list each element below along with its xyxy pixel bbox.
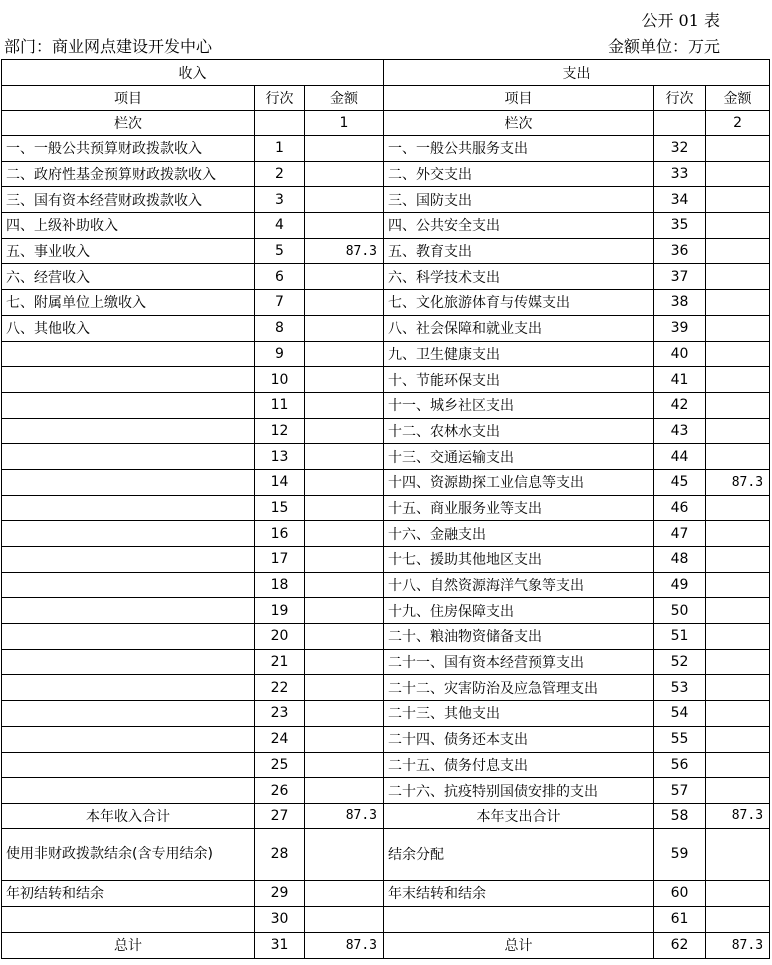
income-line-cell: 21 — [255, 649, 305, 675]
expense-amount-header: 金额 — [706, 86, 770, 111]
expense-item-cell: 结余分配 — [384, 828, 654, 880]
expense-amount-cell — [706, 290, 770, 316]
expense-item-cell: 六、科学技术支出 — [384, 264, 654, 290]
income-amount-cell — [305, 572, 384, 598]
expense-lanci-number: 2 — [706, 111, 770, 136]
income-item-cell: 总计 — [2, 932, 255, 958]
income-line-cell: 31 — [255, 932, 305, 958]
income-lanci-blank — [255, 111, 305, 136]
expense-line-cell: 40 — [654, 341, 706, 367]
expense-item-cell: 二十六、抗疫特别国债安排的支出 — [384, 778, 654, 804]
expense-amount-cell — [706, 649, 770, 675]
expense-item-cell: 十八、自然资源海洋气象等支出 — [384, 572, 654, 598]
income-amount-cell — [305, 828, 384, 880]
income-item-cell — [2, 495, 255, 521]
expense-item-cell: 年末结转和结余 — [384, 880, 654, 906]
income-lanci-number: 1 — [305, 111, 384, 136]
income-amount-cell — [305, 392, 384, 418]
expense-amount-cell — [706, 778, 770, 804]
income-item-cell: 五、事业收入 — [2, 238, 255, 264]
expense-amount-cell — [706, 828, 770, 880]
income-line-cell: 14 — [255, 469, 305, 495]
table-row — [2, 521, 770, 547]
expense-item-cell: 九、卫生健康支出 — [384, 341, 654, 367]
income-line-cell: 5 — [255, 238, 305, 264]
table-row — [2, 136, 770, 162]
income-amount-cell — [305, 444, 384, 470]
expense-amount-cell — [706, 880, 770, 906]
income-line-cell: 12 — [255, 418, 305, 444]
expense-line-cell: 48 — [654, 547, 706, 573]
income-lanci-label: 栏次 — [2, 111, 255, 136]
lanci-row — [2, 111, 770, 136]
income-item-cell: 使用非财政拨款结余(含专用结余) — [2, 828, 255, 880]
income-amount-cell — [305, 649, 384, 675]
expense-amount-cell: 87.3 — [706, 932, 770, 958]
table-row — [2, 469, 770, 495]
income-line-header: 行次 — [255, 86, 305, 111]
income-amount-cell — [305, 213, 384, 239]
expense-line-cell: 35 — [654, 213, 706, 239]
expense-amount-cell — [706, 136, 770, 162]
income-amount-cell — [305, 290, 384, 316]
expense-amount-cell — [706, 675, 770, 701]
income-amount-cell — [305, 752, 384, 778]
expense-line-cell: 42 — [654, 392, 706, 418]
expense-item-cell: 二十三、其他支出 — [384, 701, 654, 727]
income-item-cell: 一、一般公共预算财政拨款收入 — [2, 136, 255, 162]
expense-amount-cell — [706, 906, 770, 932]
income-item-cell — [2, 778, 255, 804]
expense-line-cell: 46 — [654, 495, 706, 521]
expense-line-cell: 37 — [654, 264, 706, 290]
income-amount-cell — [305, 264, 384, 290]
table-row — [2, 572, 770, 598]
section-header-row — [2, 60, 770, 86]
expense-line-cell: 61 — [654, 906, 706, 932]
expense-line-cell: 54 — [654, 701, 706, 727]
income-amount-cell — [305, 675, 384, 701]
expense-item-cell: 十三、交通运输支出 — [384, 444, 654, 470]
expense-amount-cell — [706, 418, 770, 444]
income-item-cell — [2, 701, 255, 727]
blank-row — [2, 906, 770, 932]
expense-amount-cell — [706, 264, 770, 290]
income-amount-cell — [305, 341, 384, 367]
expense-amount-cell — [706, 701, 770, 727]
expense-lanci-label: 栏次 — [384, 111, 654, 136]
income-amount-cell — [305, 701, 384, 727]
expense-line-cell: 41 — [654, 367, 706, 393]
income-amount-cell — [305, 547, 384, 573]
income-line-cell: 4 — [255, 213, 305, 239]
expense-item-cell: 三、国防支出 — [384, 187, 654, 213]
expense-line-cell: 49 — [654, 572, 706, 598]
income-item-cell — [2, 906, 255, 932]
expense-item-cell: 十一、城乡社区支出 — [384, 392, 654, 418]
income-line-cell: 22 — [255, 675, 305, 701]
expense-amount-cell — [706, 598, 770, 624]
income-item-cell — [2, 367, 255, 393]
balance-use-row — [2, 828, 770, 880]
department-label: 部门：商业网点建设开发中心 — [4, 37, 213, 56]
expense-line-cell: 55 — [654, 726, 706, 752]
income-item-cell — [2, 752, 255, 778]
expense-item-cell — [384, 906, 654, 932]
income-line-cell: 10 — [255, 367, 305, 393]
income-item-header: 项目 — [2, 86, 255, 111]
table-row — [2, 161, 770, 187]
expense-item-cell: 十、节能环保支出 — [384, 367, 654, 393]
expense-line-cell: 45 — [654, 469, 706, 495]
table-row — [2, 624, 770, 650]
expense-line-cell: 38 — [654, 290, 706, 316]
expense-amount-cell — [706, 572, 770, 598]
total-row — [2, 932, 770, 958]
income-item-cell — [2, 444, 255, 470]
expense-item-cell: 十二、农林水支出 — [384, 418, 654, 444]
income-line-cell: 11 — [255, 392, 305, 418]
income-amount-cell: 87.3 — [305, 932, 384, 958]
expense-item-cell: 二十一、国有资本经营预算支出 — [384, 649, 654, 675]
table-row — [2, 495, 770, 521]
income-item-cell — [2, 547, 255, 573]
income-item-cell — [2, 341, 255, 367]
income-line-cell: 13 — [255, 444, 305, 470]
income-amount-cell — [305, 315, 384, 341]
income-amount-cell: 87.3 — [305, 803, 384, 828]
expense-amount-cell — [706, 444, 770, 470]
table-row — [2, 444, 770, 470]
income-amount-cell — [305, 598, 384, 624]
table-row — [2, 778, 770, 804]
table-row — [2, 264, 770, 290]
expense-item-cell: 十七、援助其他地区支出 — [384, 547, 654, 573]
income-item-cell: 七、附属单位上缴收入 — [2, 290, 255, 316]
income-line-cell: 6 — [255, 264, 305, 290]
income-item-cell — [2, 649, 255, 675]
expense-amount-cell — [706, 187, 770, 213]
income-expense-table — [1, 59, 770, 959]
income-item-cell — [2, 624, 255, 650]
income-line-cell: 17 — [255, 547, 305, 573]
expense-amount-cell — [706, 495, 770, 521]
expense-amount-cell — [706, 624, 770, 650]
income-line-cell: 9 — [255, 341, 305, 367]
income-amount-cell — [305, 367, 384, 393]
income-line-cell: 30 — [255, 906, 305, 932]
income-item-cell — [2, 418, 255, 444]
income-item-cell: 本年收入合计 — [2, 803, 255, 828]
expense-line-cell: 44 — [654, 444, 706, 470]
expense-line-cell: 51 — [654, 624, 706, 650]
income-line-cell: 15 — [255, 495, 305, 521]
table-row — [2, 238, 770, 264]
expense-line-cell: 53 — [654, 675, 706, 701]
income-amount-cell: 87.3 — [305, 238, 384, 264]
expense-section-header: 支出 — [384, 60, 770, 86]
expense-line-cell: 33 — [654, 161, 706, 187]
income-amount-cell — [305, 495, 384, 521]
expense-item-cell: 二十五、债务付息支出 — [384, 752, 654, 778]
expense-line-cell: 36 — [654, 238, 706, 264]
income-line-cell: 8 — [255, 315, 305, 341]
table-row — [2, 315, 770, 341]
table-row — [2, 341, 770, 367]
expense-item-cell: 二十、粮油物资储备支出 — [384, 624, 654, 650]
expense-amount-cell — [706, 213, 770, 239]
expense-line-cell: 50 — [654, 598, 706, 624]
expense-item-cell: 七、文化旅游体育与传媒支出 — [384, 290, 654, 316]
income-line-cell: 23 — [255, 701, 305, 727]
income-amount-cell — [305, 880, 384, 906]
expense-item-cell: 本年支出合计 — [384, 803, 654, 828]
expense-item-cell: 总计 — [384, 932, 654, 958]
expense-amount-cell: 87.3 — [706, 803, 770, 828]
income-item-cell — [2, 521, 255, 547]
income-amount-cell — [305, 469, 384, 495]
expense-line-cell: 43 — [654, 418, 706, 444]
expense-line-cell: 56 — [654, 752, 706, 778]
expense-amount-cell: 87.3 — [706, 469, 770, 495]
income-line-cell: 19 — [255, 598, 305, 624]
income-amount-cell — [305, 726, 384, 752]
income-amount-header: 金额 — [305, 86, 384, 111]
expense-line-header: 行次 — [654, 86, 706, 111]
income-line-cell: 24 — [255, 726, 305, 752]
table-row — [2, 290, 770, 316]
income-item-cell — [2, 598, 255, 624]
income-amount-cell — [305, 906, 384, 932]
table-row — [2, 392, 770, 418]
expense-item-cell: 十四、资源勘探工业信息等支出 — [384, 469, 654, 495]
expense-amount-cell — [706, 726, 770, 752]
table-row — [2, 701, 770, 727]
income-line-cell: 29 — [255, 880, 305, 906]
income-line-cell: 2 — [255, 161, 305, 187]
table-row — [2, 752, 770, 778]
expense-amount-cell — [706, 392, 770, 418]
expense-line-cell: 57 — [654, 778, 706, 804]
income-line-cell: 26 — [255, 778, 305, 804]
column-header-row — [2, 86, 770, 111]
expense-amount-cell — [706, 315, 770, 341]
income-item-cell: 八、其他收入 — [2, 315, 255, 341]
expense-amount-cell — [706, 161, 770, 187]
table-row — [2, 726, 770, 752]
income-line-cell: 28 — [255, 828, 305, 880]
income-amount-cell — [305, 521, 384, 547]
income-item-cell: 四、上级补助收入 — [2, 213, 255, 239]
income-item-cell — [2, 572, 255, 598]
expense-item-cell: 二十四、债务还本支出 — [384, 726, 654, 752]
expense-item-cell: 五、教育支出 — [384, 238, 654, 264]
expense-line-cell: 32 — [654, 136, 706, 162]
income-section-header: 收入 — [2, 60, 384, 86]
expense-line-cell: 47 — [654, 521, 706, 547]
table-row — [2, 367, 770, 393]
expense-item-cell: 十六、金融支出 — [384, 521, 654, 547]
table-row — [2, 649, 770, 675]
income-item-cell — [2, 392, 255, 418]
expense-item-cell: 二十二、灾害防治及应急管理支出 — [384, 675, 654, 701]
income-item-cell: 年初结转和结余 — [2, 880, 255, 906]
expense-amount-cell — [706, 238, 770, 264]
income-amount-cell — [305, 418, 384, 444]
income-line-cell: 18 — [255, 572, 305, 598]
unit-label: 金额单位：万元 — [607, 37, 720, 56]
carryover-row — [2, 880, 770, 906]
table-row — [2, 598, 770, 624]
income-line-cell: 1 — [255, 136, 305, 162]
table-row — [2, 213, 770, 239]
expense-amount-cell — [706, 521, 770, 547]
expense-line-cell: 34 — [654, 187, 706, 213]
expense-item-cell: 十九、住房保障支出 — [384, 598, 654, 624]
expense-item-cell: 一、一般公共服务支出 — [384, 136, 654, 162]
income-line-cell: 16 — [255, 521, 305, 547]
table-row — [2, 418, 770, 444]
income-item-cell — [2, 469, 255, 495]
expense-lanci-blank — [654, 111, 706, 136]
expense-line-cell: 58 — [654, 803, 706, 828]
expense-item-cell: 八、社会保障和就业支出 — [384, 315, 654, 341]
income-amount-cell — [305, 778, 384, 804]
income-item-cell: 六、经营收入 — [2, 264, 255, 290]
table-row — [2, 675, 770, 701]
income-item-cell: 三、国有资本经营财政拨款收入 — [2, 187, 255, 213]
expense-amount-cell — [706, 547, 770, 573]
expense-item-cell: 二、外交支出 — [384, 161, 654, 187]
income-amount-cell — [305, 136, 384, 162]
income-line-cell: 3 — [255, 187, 305, 213]
income-amount-cell — [305, 161, 384, 187]
subtotal-row — [2, 803, 770, 828]
expense-item-cell: 十五、商业服务业等支出 — [384, 495, 654, 521]
form-code: 公开 01 表 — [641, 11, 720, 30]
income-line-cell: 7 — [255, 290, 305, 316]
expense-item-header: 项目 — [384, 86, 654, 111]
expense-line-cell: 52 — [654, 649, 706, 675]
expense-line-cell: 60 — [654, 880, 706, 906]
expense-amount-cell — [706, 341, 770, 367]
table-row — [2, 187, 770, 213]
expense-line-cell: 39 — [654, 315, 706, 341]
income-amount-cell — [305, 624, 384, 650]
expense-amount-cell — [706, 367, 770, 393]
expense-line-cell: 59 — [654, 828, 706, 880]
income-item-cell — [2, 675, 255, 701]
expense-amount-cell — [706, 752, 770, 778]
income-item-cell: 二、政府性基金预算财政拨款收入 — [2, 161, 255, 187]
income-line-cell: 20 — [255, 624, 305, 650]
table-row — [2, 547, 770, 573]
income-line-cell: 27 — [255, 803, 305, 828]
income-amount-cell — [305, 187, 384, 213]
expense-line-cell: 62 — [654, 932, 706, 958]
income-line-cell: 25 — [255, 752, 305, 778]
expense-item-cell: 四、公共安全支出 — [384, 213, 654, 239]
income-item-cell — [2, 726, 255, 752]
